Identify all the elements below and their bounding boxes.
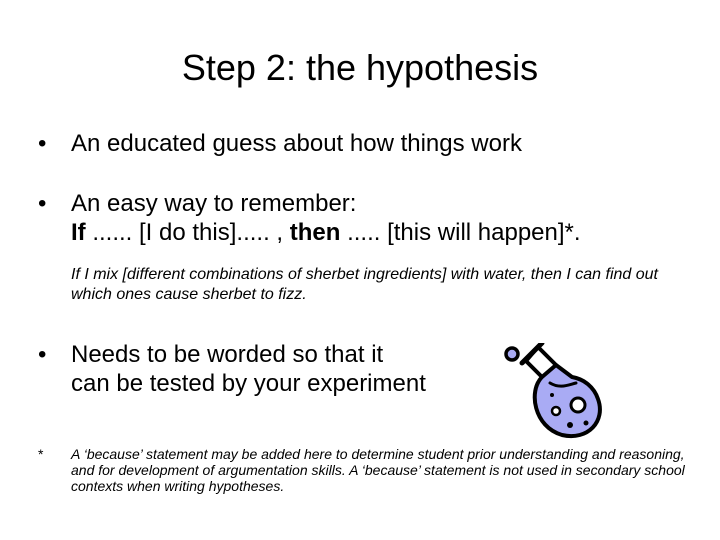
then-keyword: then <box>289 219 341 246</box>
footnote-marker: * <box>38 446 44 462</box>
bullet-text <box>71 189 581 247</box>
bullet-text <box>71 340 426 398</box>
if-clause: ...... [I do this]..... , <box>85 219 290 246</box>
bullet-marker: • <box>38 341 47 368</box>
bullet-line-1: Needs to be worded so that it <box>71 341 384 368</box>
bullet-marker: • <box>38 190 47 217</box>
then-clause: ..... [this will happen]*. <box>340 219 581 246</box>
footnote-text: A ‘because’ statement may be added here to determine student prior understanding and reasoning, and for development of argumentation skills. A ‘because’ statement is not used in secondary school contexts when writing hypotheses. <box>71 446 685 494</box>
bullet-marker: • <box>38 130 47 157</box>
slide-title: Step 2: the hypothesis <box>181 47 539 88</box>
bullet-line-2: can be tested by your experiment <box>71 370 426 397</box>
if-keyword: If <box>71 219 86 246</box>
bullet-line-1: An easy way to remember: <box>71 190 357 217</box>
bullet-testable <box>38 340 498 400</box>
flask-icon <box>498 343 610 443</box>
bullet-educated-guess <box>38 129 638 159</box>
bullet-text: An educated guess about how things work <box>71 130 522 157</box>
bullet-easy-way <box>38 189 678 249</box>
example-hypothesis: If I mix [different combinations of sherbet ingredients] with water, then I can find out which ones cause sherbet to fizz. <box>71 266 658 303</box>
bullet-line-2 <box>71 219 581 246</box>
